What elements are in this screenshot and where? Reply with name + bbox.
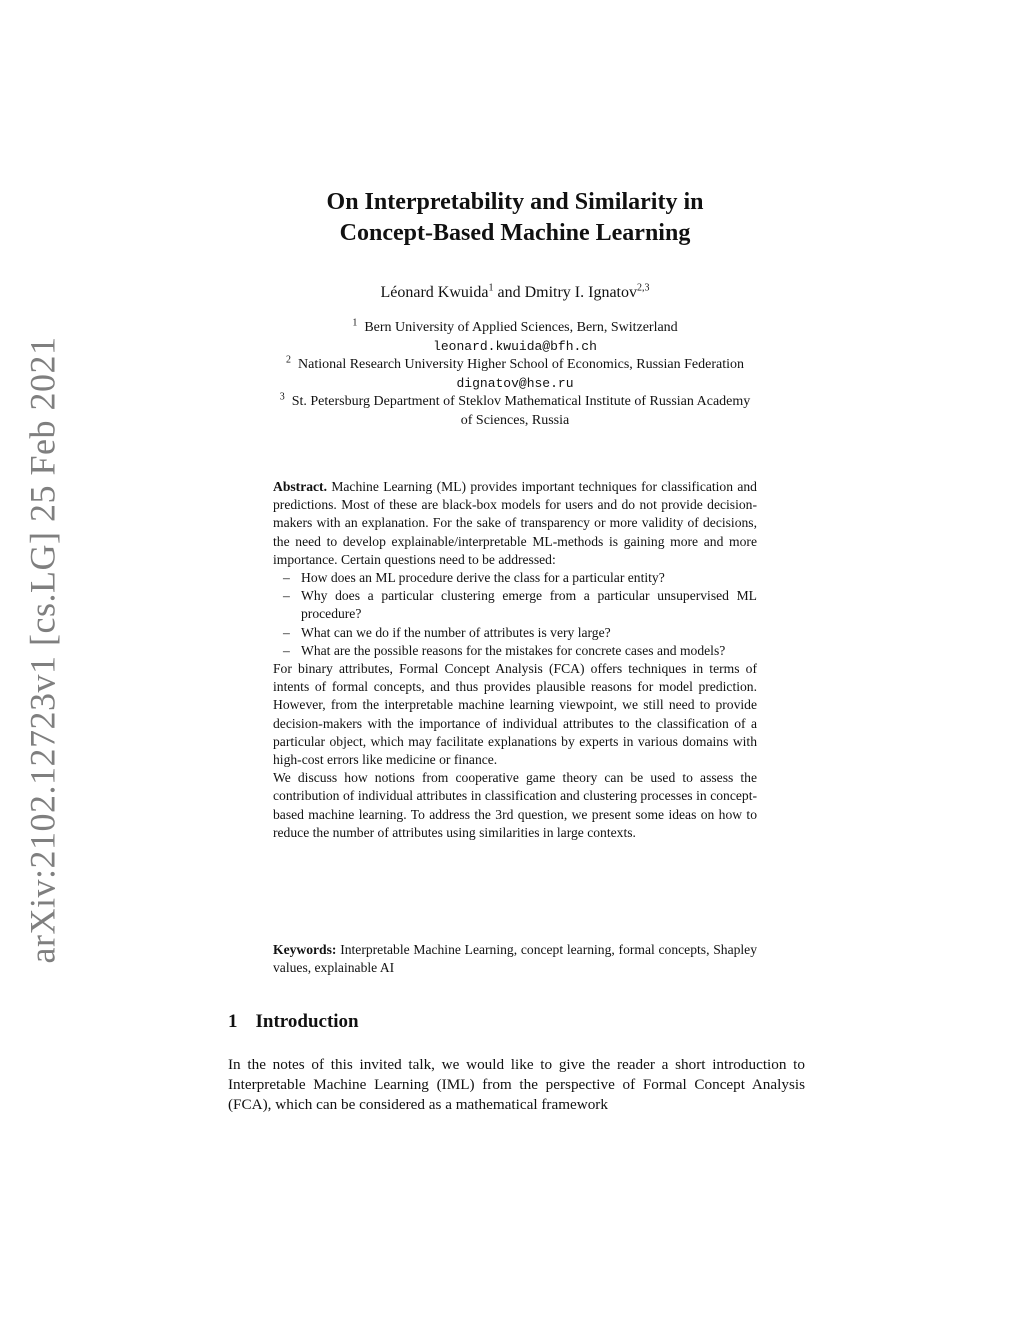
author-conjunction: and — [493, 284, 525, 301]
affiliation-number: 1 — [352, 317, 358, 329]
author-name: Dmitry I. Ignatov — [524, 284, 637, 301]
paper-title-line-2: Concept-Based Machine Learning — [339, 220, 691, 246]
section-heading — [228, 1011, 359, 1033]
list-item — [273, 569, 757, 587]
abstract-text: Machine Learning (ML) provides important techniques for classification and predictions. Most of these are black-box models for users and do not provide decision-makers with an explanation. For the sake of transparency or more validity of decisions, the need to develop explainable/interpretable ML-methods is gaining more and more importance. Certain questions need to be addressed: — [273, 479, 757, 567]
affiliation-line — [225, 319, 805, 338]
affiliation-name-continued: of Sciences, Russia — [460, 412, 570, 428]
affiliation-number: 3 — [279, 391, 285, 403]
author-affiliation-marker: 2,3 — [637, 282, 650, 294]
arxiv-identifier-stamp — [18, 336, 66, 964]
list-item-text: Why does a particular clustering emerge from a particular unsupervised ML procedure? — [301, 588, 757, 622]
list-item — [273, 587, 757, 623]
affiliation-name: National Research University Higher School of Economics, Russian Federation — [298, 357, 744, 372]
abstract-block — [273, 478, 757, 842]
list-item-text: How does an ML procedure derive the class for a particular entity? — [301, 570, 665, 586]
intro-paragraph: In the notes of this invited talk, we would like to give the reader a short introduction to Interpretable Machine Learning (IML) from the perspective of Formal Concept Analysis (FCA), which can be considered as a mathematical framework — [228, 1056, 805, 1113]
section-title: Introduction — [255, 1011, 359, 1032]
list-item — [273, 642, 757, 660]
affiliation-email: dignatov@hse.ru — [456, 375, 574, 391]
paper-title-line-1: On Interpretability and Similarity in — [326, 189, 704, 215]
author-name: Léonard Kwuida — [380, 284, 489, 301]
list-bullet: – — [283, 588, 290, 604]
affiliations-block — [225, 319, 805, 430]
keywords-text: Interpretable Machine Learning, concept learning, formal concepts, Shapley values, explainable AI — [273, 942, 758, 976]
section-number: 1 — [228, 1011, 238, 1032]
arxiv-identifier-text: arXiv:2102.12723v1 [cs.LG] 25 Feb 2021 — [22, 336, 63, 964]
abstract-paragraph: We discuss how notions from cooperative game theory can be used to assess the contribution of individual attributes in classification and clustering processes in concept-based machine learning. To address the 3rd question, we present some ideas on how to reduce the number of attributes using similarities in large contexts. — [273, 770, 757, 840]
list-item-text: What are the possible reasons for the mistakes for concrete cases and models? — [301, 642, 726, 658]
list-bullet: – — [283, 570, 290, 586]
author-list — [230, 284, 800, 302]
affiliation-email: leonard.kwuida@bfh.ch — [433, 338, 597, 354]
abstract-label: Abstract. — [273, 479, 327, 494]
affiliation-line — [225, 393, 805, 412]
keywords-label: Keywords: — [273, 942, 337, 957]
affiliation-line — [225, 356, 805, 375]
author-affiliation-marker: 1 — [488, 282, 494, 294]
abstract-paragraph — [273, 478, 757, 569]
affiliation-number: 2 — [286, 354, 292, 366]
paper-title — [230, 187, 800, 249]
list-bullet: – — [283, 642, 290, 658]
list-bullet: – — [283, 624, 290, 640]
keywords-block — [273, 941, 757, 977]
affiliation-name: St. Petersburg Department of Steklov Mathematical Institute of Russian Academy — [291, 394, 751, 409]
list-item-text: What can we do if the number of attributes is very large? — [301, 624, 611, 640]
abstract-question-list — [273, 569, 757, 660]
abstract-paragraph: For binary attributes, Formal Concept Analysis (FCA) offers techniques in terms of intents of formal concepts, and thus provides plausible reasons for model prediction. However, from the interpretable machine learning viewpoint, we still need to provide decision-makers with the importance of individual attributes to the classification of a particular object, which may facilitate explanations by experts in various domains with high-cost errors like medicine or finance. — [273, 661, 757, 768]
affiliation-name: Bern University of Applied Sciences, Bern, Switzerland — [364, 320, 678, 335]
list-item — [273, 624, 757, 642]
